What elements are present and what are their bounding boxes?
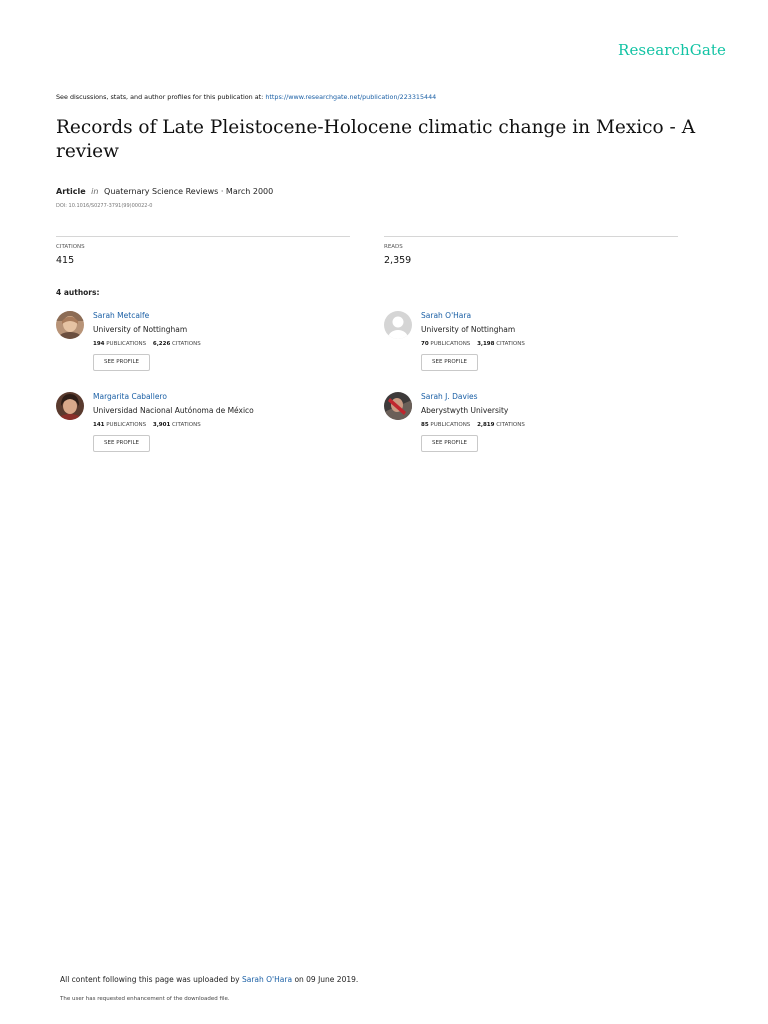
publication-url-link[interactable]: https://www.researchgate.net/publication/223315444	[265, 93, 437, 101]
upload-prefix: All content following this page was uploaded by	[60, 975, 240, 984]
enhancement-note: The user has requested enhancement of the downloaded file.	[60, 996, 230, 1002]
author-institution: University of Nottingham	[93, 325, 188, 334]
doi-text: DOI: 10.1016/S0277-3791(99)00022-0	[56, 203, 153, 209]
author-stats	[421, 340, 525, 348]
reads-label: READS	[384, 244, 403, 250]
publications-count: 85	[421, 422, 429, 428]
citations-count: 3,901	[152, 422, 171, 428]
citations-count: 6,226	[152, 341, 171, 347]
author-stats	[93, 421, 254, 429]
see-discussions-text: See discussions, stats, and author profiles for this publication at:	[56, 93, 264, 101]
citations-label: CITATIONS	[172, 341, 201, 347]
author-name-link[interactable]: Sarah Metcalfe	[93, 311, 150, 320]
upload-notice	[60, 975, 358, 984]
author-name-link[interactable]: Sarah J. Davies	[421, 392, 478, 401]
uploader-link[interactable]: Sarah O'Hara	[241, 975, 293, 984]
publications-count: 194	[93, 341, 105, 347]
author-stats	[421, 421, 525, 429]
see-profile-button[interactable]: SEE PROFILE	[421, 354, 478, 371]
see-profile-button[interactable]: SEE PROFILE	[93, 354, 150, 371]
author-stats	[93, 340, 201, 348]
in-label: in	[91, 187, 99, 196]
see-profile-button[interactable]: SEE PROFILE	[93, 435, 150, 452]
reads-value: 2,359	[384, 255, 412, 266]
publications-label: PUBLICATIONS	[430, 341, 471, 347]
publication-link-line	[56, 93, 436, 101]
authors-header: 4 authors:	[56, 288, 100, 297]
author-avatar[interactable]	[56, 311, 84, 339]
publication-title: Records of Late Pleistocene-Holocene climatic change in Mexico - A review	[56, 117, 696, 162]
citations-count: 3,198	[477, 341, 495, 347]
citations-stat	[56, 236, 350, 266]
publications-label: PUBLICATIONS	[106, 422, 147, 428]
publications-count: 141	[93, 422, 105, 428]
author-institution: University of Nottingham	[421, 325, 516, 334]
author-avatar[interactable]	[384, 392, 412, 420]
default-avatar-icon[interactable]	[384, 311, 412, 339]
publication-type: Article	[56, 187, 86, 196]
author-avatar[interactable]	[56, 392, 84, 420]
publication-meta	[56, 187, 273, 196]
researchgate-logo[interactable]: ResearchGate	[618, 41, 726, 59]
author-institution: Aberystwyth University	[421, 406, 509, 415]
citations-value: 415	[56, 255, 75, 266]
author-name-link[interactable]: Sarah O'Hara	[421, 311, 472, 320]
author-institution: Universidad Nacional Autónoma de México	[93, 406, 254, 415]
citations-label: CITATIONS	[56, 244, 85, 250]
upload-date: on 09 June 2019.	[294, 975, 359, 984]
see-profile-button[interactable]: SEE PROFILE	[421, 435, 478, 452]
reads-stat	[384, 236, 678, 266]
citations-label: CITATIONS	[496, 341, 525, 347]
publications-label: PUBLICATIONS	[430, 422, 471, 428]
author-name-link[interactable]: Margarita Caballero	[93, 392, 167, 401]
citations-label: CITATIONS	[172, 422, 201, 428]
citations-count: 2,819	[477, 422, 495, 428]
publications-count: 70	[421, 341, 429, 347]
journal-date: Quaternary Science Reviews · March 2000	[104, 187, 274, 196]
publications-label: PUBLICATIONS	[106, 341, 147, 347]
citations-label: CITATIONS	[496, 422, 525, 428]
